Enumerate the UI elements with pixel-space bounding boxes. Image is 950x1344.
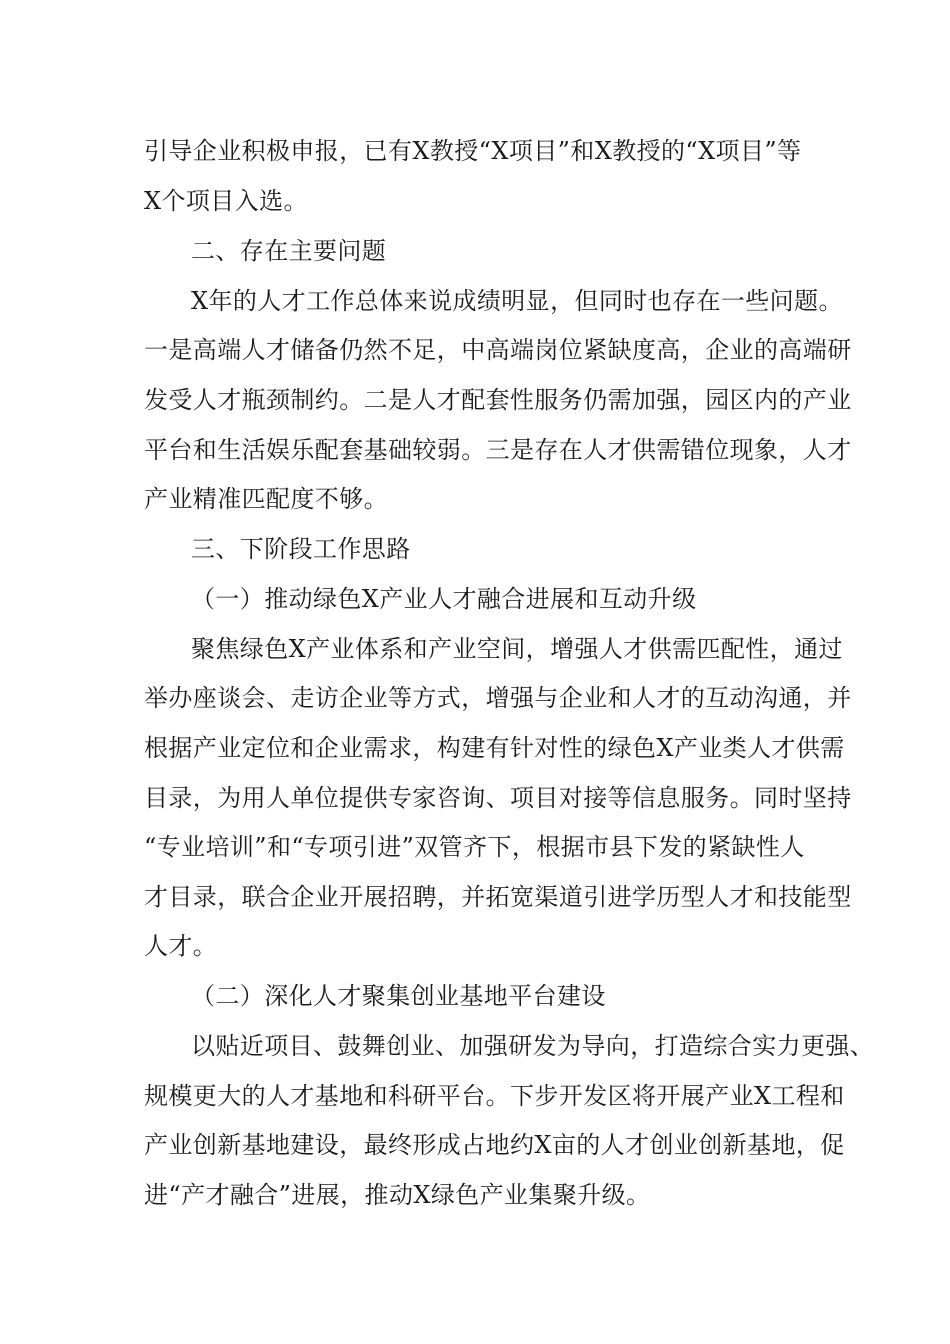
text-line: X个项目入选。: [144, 187, 308, 215]
text-line: “专业培训”和“专项引进”双管齐下，根据市县下发的紧缺性人: [144, 833, 805, 861]
text-line: 进“产才融合”进展，推动X绿色产业集聚升级。: [144, 1181, 651, 1209]
text-line: 一是高端人才储备仍然不足，中高端岗位紧缺度高，企业的高端研: [144, 336, 852, 364]
text-line: 产业创新基地建设，最终形成占地约X亩的人才创业创新基地，促: [144, 1131, 845, 1159]
text-line: 目录，为用人单位提供专家咨询、项目对接等信息服务。同时坚持: [144, 784, 852, 812]
text-line: 平台和生活娱乐配套基础较弱。三是存在人才供需错位现象，人才: [144, 436, 852, 464]
paragraph-first-line: X年的人才工作总体来说成绩明显，但同时也存在一些问题。: [191, 287, 843, 315]
section-heading: 二、存在主要问题: [191, 237, 387, 265]
text-line: 才目录，联合企业开展招聘，并拓宽渠道引进学历型人才和技能型: [144, 883, 852, 911]
text-line: 根据产业定位和企业需求，构建有针对性的绿色X产业类人才供需: [144, 734, 845, 762]
paragraph-first-line: 以贴近项目、鼓舞创业、加强研发为导向，打造综合实力更强、: [191, 1032, 875, 1060]
text-line: 规模更大的人才基地和科研平台。下步开发区将开展产业X工程和: [144, 1082, 845, 1110]
subsection-heading: （二）深化人才聚集创业基地平台建设: [191, 982, 606, 1010]
text-line: 举办座谈会、走访企业等方式，增强与企业和人才的互动沟通，并: [144, 684, 852, 712]
text-line: 引导企业积极申报，已有X教授“X项目”和X教授的“X项目”等: [144, 137, 802, 165]
subsection-heading: （一）推动绿色X产业人才融合进展和互动升级: [191, 585, 697, 613]
text-line: 人才。: [144, 932, 218, 960]
paragraph-first-line: 聚焦绿色X产业体系和产业空间，增强人才供需匹配性，通过: [191, 635, 843, 663]
section-heading: 三、下阶段工作思路: [191, 535, 411, 563]
text-line: 发受人才瓶颈制约。二是人才配套性服务仍需加强，园区内的产业: [144, 386, 852, 414]
text-line: 产业精准匹配度不够。: [144, 485, 388, 513]
